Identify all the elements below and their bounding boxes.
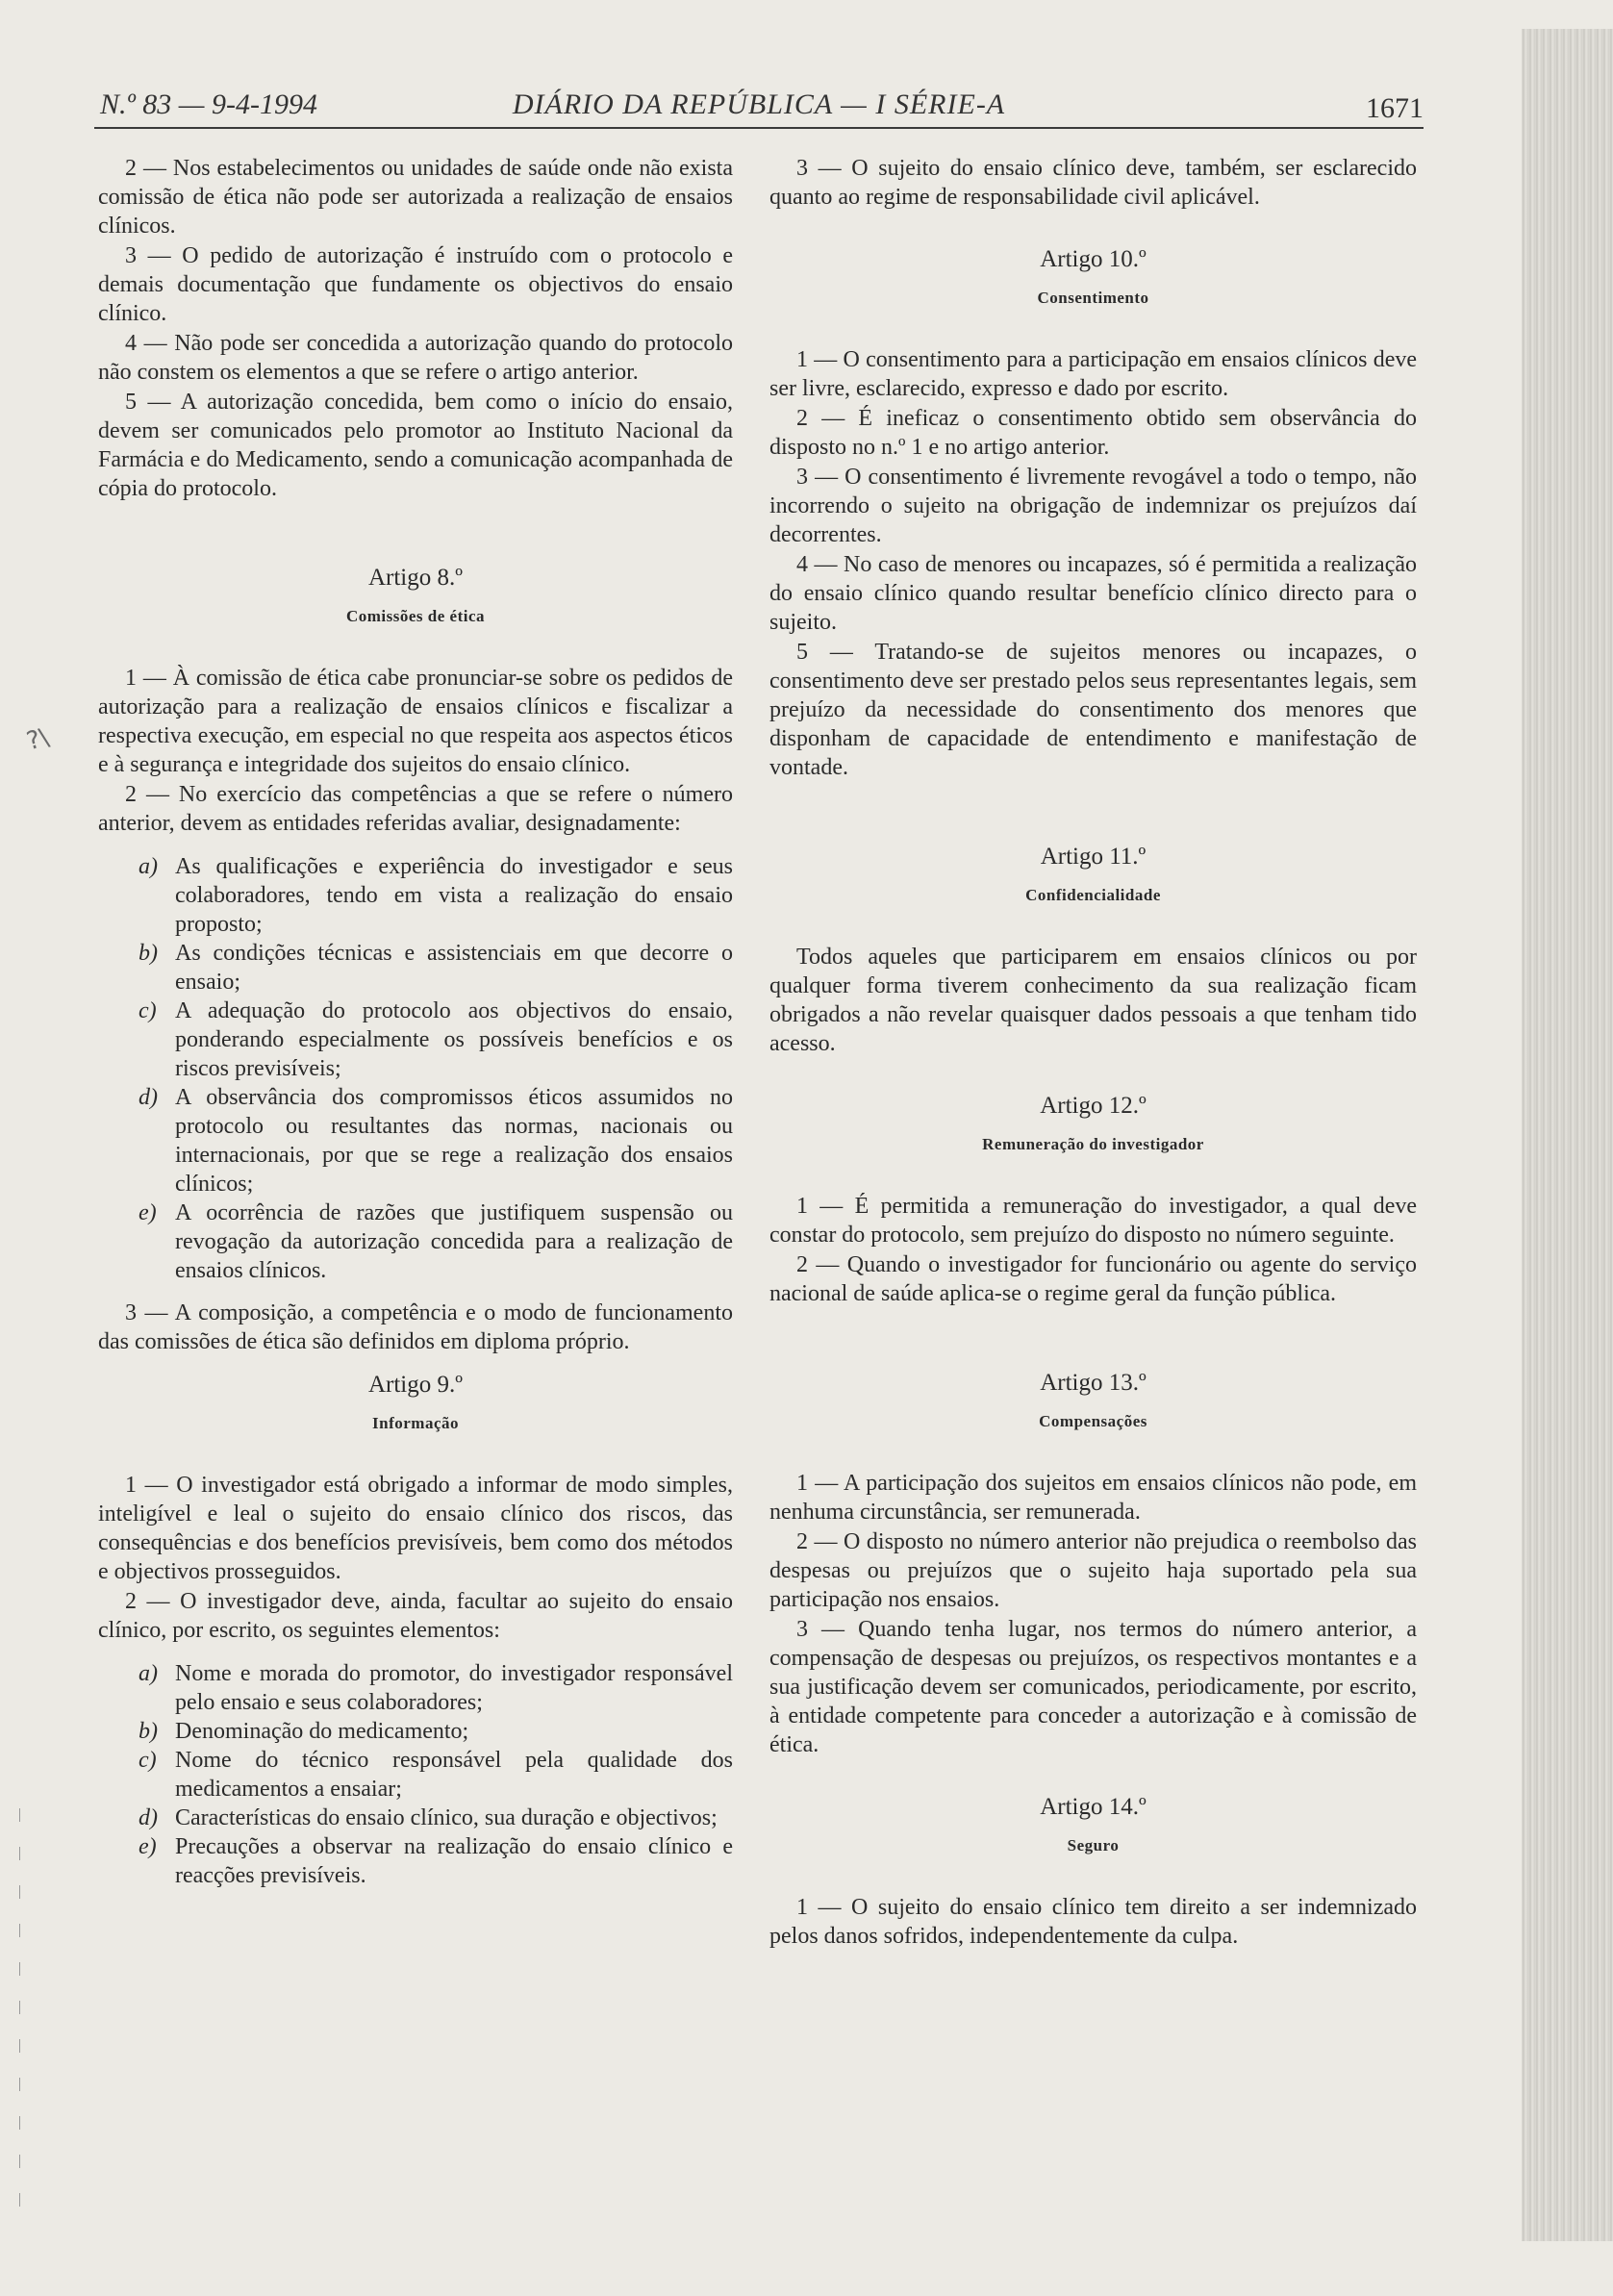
list-item-label: c) (139, 1748, 157, 1773)
paragraph: 2 — O disposto no número anterior não prejudica o reembolso das despesas ou prejuízos que o sujeito haja suportado pela sua participação nos ensaios. (769, 1529, 1417, 1612)
list-item-label: e) (139, 1200, 157, 1225)
list-item (98, 939, 733, 997)
article-title: Artigo 8.º (367, 565, 464, 591)
list-item-label: c) (139, 998, 157, 1023)
list-item-label: a) (139, 854, 158, 879)
margin-dashed-line (19, 1808, 20, 2212)
paragraph: 3 — Quando tenha lugar, nos termos do número anterior, a compensação de despesas ou prejuízos, os respectivos montantes e a sua justificação devem ser comunicados, periodicamente, por escrito, à entidade competente para conceder a autorização e à comissão de ética. (769, 1617, 1417, 1757)
list-item-label: d) (139, 1085, 158, 1110)
paragraph: 2 — Nos estabelecimentos ou unidades de saúde onde não exista comissão de ética não pode ser autorizada a realização de ensaios clínicos. (98, 156, 733, 239)
list-item (98, 852, 733, 939)
article-subtitle: Informação (372, 1414, 459, 1432)
paragraph: 3 — A composição, a competência e o modo de funcionamento das comissões de ética são definidos em diploma próprio. (98, 1300, 733, 1354)
article-subtitle: Confidencialidade (1025, 886, 1161, 904)
article-subtitle: Comissões de ética (345, 607, 486, 625)
list-item-label: e) (139, 1834, 157, 1859)
article-subtitle: Consentimento (1037, 289, 1149, 307)
scan-edge-strip (1522, 29, 1613, 2241)
list-item-text: Nome do técnico responsável pela qualidade dos medicamentos a ensaiar; (175, 1748, 733, 1802)
paragraph: 2 — O investigador deve, ainda, facultar ao sujeito do ensaio clínico, por escrito, os seguintes elementos: (98, 1589, 733, 1643)
list-item-text: As condições técnicas e assistenciais em que decorre o ensaio; (175, 941, 733, 995)
paragraph: Todos aqueles que participarem em ensaios clínicos ou por qualquer forma tiverem conhecimento da sua realização ficam obrigados a não revelar quaisquer dados pessoais a que tenham tido acesso. (769, 945, 1417, 1056)
list-item-text: A ocorrência de razões que justifiquem suspensão ou revogação da autorização concedida para a realização de ensaios clínicos. (175, 1200, 733, 1283)
list-item-text: Nome e morada do promotor, do investigador responsável pelo ensaio e seus colaboradores; (175, 1661, 733, 1715)
list-item-label: b) (139, 1719, 158, 1744)
paragraph: 4 — No caso de menores ou incapazes, só é permitida a realização do ensaio clínico quando resultar benefício clínico directo para o sujeito. (769, 552, 1417, 635)
list-item-text: As qualificações e experiência do investigador e seus colaboradores, tendo em vista a realização do ensaio proposto; (175, 854, 733, 937)
list-item-text: Denominação do medicamento; (175, 1719, 469, 1744)
paragraph: 1 — É permitida a remuneração do investigador, a qual deve constar do protocolo, sem prejuízo do disposto no número seguinte. (769, 1194, 1417, 1248)
article-title: Artigo 10.º (1040, 246, 1147, 272)
article-subtitle: Remuneração do investigador (982, 1135, 1204, 1153)
paragraph: 2 — No exercício das competências a que se refere o número anterior, devem as entidades referidas avaliar, designadamente: (98, 782, 733, 836)
list-item-text: Precauções a observar na realização do ensaio clínico e reacções previsíveis. (175, 1834, 733, 1888)
article-subtitle: Seguro (1067, 1836, 1120, 1854)
gazette-title: DIÁRIO DA REPÚBLICA — I SÉRIE-A (512, 88, 1006, 120)
paragraph: 5 — A autorização concedida, bem como o início do ensaio, devem ser comunicados pelo promotor ao Instituto Nacional da Farmácia e do Medicamento, sendo a comunicação acompanhada de cópia do protocolo. (98, 390, 733, 501)
list-item-text: A observância dos compromissos éticos assumidos no protocolo ou resultantes das normas, nacionais ou internacionais, por que se rege a realização dos ensaios clínicos; (175, 1085, 733, 1197)
list-item-label: b) (139, 941, 158, 966)
list-item-label: a) (139, 1661, 158, 1686)
list-item-text: Características do ensaio clínico, sua duração e objectivos; (175, 1805, 718, 1830)
paragraph: 3 — O sujeito do ensaio clínico deve, também, ser esclarecido quanto ao regime de responsabilidade civil aplicável. (769, 156, 1417, 210)
list-item (98, 1832, 733, 1890)
list-item (98, 1746, 733, 1804)
paragraph: 3 — O consentimento é livremente revogável a todo o tempo, não incorrendo o sujeito na obrigação de indemnizar os prejuízos daí decorrentes. (769, 465, 1417, 547)
paragraph: 1 — O sujeito do ensaio clínico tem direito a ser indemnizado pelos danos sofridos, independentemente da culpa. (769, 1895, 1417, 1949)
paragraph: 2 — É ineficaz o consentimento obtido sem observância do disposto no n.º 1 e no artigo anterior. (769, 406, 1417, 460)
issue-number: N.º 83 — 9-4-1994 (100, 88, 317, 120)
right-column (769, 154, 1417, 1952)
paragraph: 1 — O investigador está obrigado a informar de modo simples, inteligível e leal o sujeito do ensaio clínico dos riscos, das consequências e dos benefícios previsíveis, bem como dos métodos e objectivos prosseguidos. (98, 1473, 733, 1584)
article-title: Artigo 14.º (1040, 1794, 1147, 1820)
paragraph: 2 — Quando o investigador for funcionário ou agente do serviço nacional de saúde aplica-se o regime geral da função pública. (769, 1252, 1417, 1306)
article-title: Artigo 13.º (1040, 1370, 1147, 1396)
list-item (98, 1804, 733, 1832)
article-subtitle: Compensações (1039, 1412, 1147, 1430)
list-item (98, 997, 733, 1083)
page-number: 1671 (1366, 92, 1424, 124)
paragraph: 4 — Não pode ser concedida a autorização quando do protocolo não constem os elementos a que se refere o artigo anterior. (98, 331, 733, 385)
list-item (98, 1198, 733, 1285)
left-column (98, 154, 733, 1890)
paragraph: 3 — O pedido de autorização é instruído com o protocolo e demais documentação que fundamente os objectivos do ensaio clínico. (98, 243, 733, 326)
list-item-label: d) (139, 1805, 158, 1830)
paragraph: 5 — Tratando-se de sujeitos menores ou incapazes, o consentimento deve ser prestado pelos seus representantes legais, sem prejuízo da necessidade do consentimento dos menores que disponham de capacidade de entendimento e manifestação de vontade. (769, 640, 1417, 780)
list-item (98, 1717, 733, 1746)
list-item-text: A adequação do protocolo aos objectivos do ensaio, ponderando especialmente os possíveis benefícios e os riscos previsíveis; (175, 998, 733, 1081)
article-title: Artigo 9.º (367, 1372, 464, 1398)
article-title: Artigo 12.º (1040, 1093, 1147, 1119)
paragraph: 1 — O consentimento para a participação em ensaios clínicos deve ser livre, esclarecido, expresso e dado por escrito. (769, 347, 1417, 401)
article-title: Artigo 11.º (1040, 844, 1147, 870)
list-item (98, 1083, 733, 1198)
paragraph: 1 — À comissão de ética cabe pronunciar-se sobre os pedidos de autorização para a realização de ensaios clínicos e fiscalizar a respectiva execução, em especial no que respeita aos aspectos éticos e à segurança e integridade dos sujeitos do ensaio clínico. (98, 666, 733, 777)
page-header (94, 79, 1424, 129)
paragraph: 1 — A participação dos sujeitos em ensaios clínicos não pode, em nenhuma circunstância, ser remunerada. (769, 1471, 1417, 1525)
handwritten-mark-icon: ?\ (23, 722, 53, 757)
list-item (98, 1659, 733, 1717)
